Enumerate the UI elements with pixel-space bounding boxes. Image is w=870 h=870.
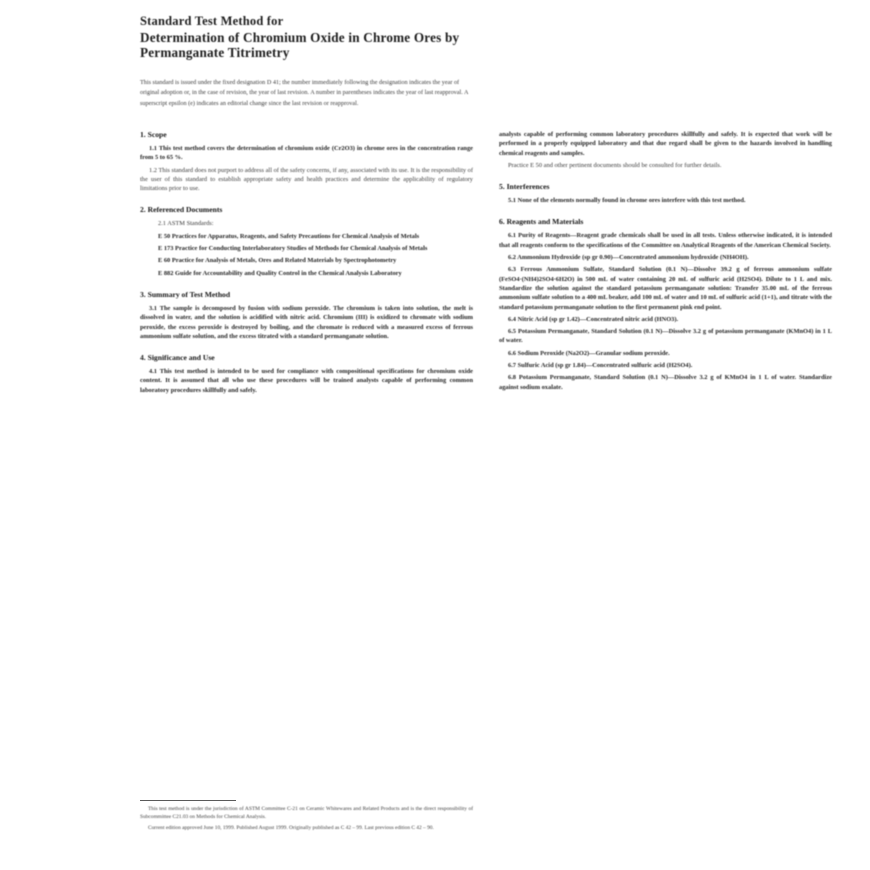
paragraph-6-1: 6.1 Purity of Reagents—Reagent grade chemicals shall be used in all tests. Unless otherwise indicated, it is intended that all reagents conform to the specifications of the Committee on Analytical Reagents of the American Chemical Society.: [499, 232, 832, 249]
column-right: [499, 130, 832, 398]
section-heading-summary: 3. Summary of Test Method: [140, 289, 231, 299]
paragraph-6-3: 6.3 Ferrous Ammonium Sulfate, Standard Solution (0.1 N)—Dissolve 39.2 g of ferrous ammonium sulfate (FeSO4·(NH4)2SO4·6H2O) in 500 mL of water containing 20 mL of sulfuric acid (H2SO4). Dilute to 1 L and mix. Standardize the solution against the standard potassium permanganate solution: Transfer 35.00 mL of the ferrous ammonium sulfate solution to a 400 mL beaker, add 100 mL of water and 10 mL of sulfuric acid (1+1), and titrate with the standard potassium permanganate solution to the first permanent pink end point.: [499, 266, 832, 311]
paragraph-6-2: 6.2 Ammonium Hydroxide (sp gr 0.90)—Concentrated ammonium hydroxide (NH4OH).: [508, 254, 749, 262]
paragraph-5-1: 5.1 None of the elements normally found in chrome ores interfere with this test method.: [508, 197, 746, 205]
footnote-rule: [140, 800, 236, 801]
section-heading-interferences: 5. Interferences: [499, 182, 550, 192]
paragraph-6-8: 6.8 Potassium Permanganate, Standard Solution (0.1 N)—Dissolve 3.2 g of KMnO4 in 1 L of water. Standardize against sodium oxalate.: [499, 374, 832, 391]
paragraph-1-2: 1.2 This standard does not purport to address all of the safety concerns, if any, associated with its use. It is the responsibility of the user of this standard to establish appropriate safety and health practices and determine the applicability of regulatory limitations prior to use.: [140, 166, 473, 193]
paragraph-4-1: 4.1 This test method is intended to be used for compliance with compositional specifications for chromium oxide content. It is assumed that all who use these procedures will be trained analysts capable of performing common laboratory procedures skillfully and safely.: [140, 368, 473, 394]
paragraph-2-1: 2.1 ASTM Standards:: [158, 220, 214, 228]
designation-note-line-2: original adoption or, in the case of revision, the year of last revision. A number in parentheses indicates the year of last reapproval. A: [140, 89, 469, 96]
title-block: [140, 14, 740, 61]
paragraph-6-6: 6.6 Sodium Peroxide (Na2O2)—Granular sodium peroxide.: [508, 349, 670, 357]
footnote-1: This test method is under the jurisdiction of ASTM Committee C-21 on Ceramic Whitewares and Related Products and is the direct responsibility of Subcommittee C21.03 on Methods for Chemical Analysis.: [140, 806, 473, 821]
designation-note-line-1: This standard is issued under the fixed designation D 41; the number immediately following the designation indicates the year of: [140, 78, 460, 86]
reference-e173: E 173 Practice for Conducting Interlaboratory Studies of Methods for Chemical Analysis of Metals: [158, 245, 428, 253]
reference-e50: E 50 Practices for Apparatus, Reagents, and Safety Precautions for Chemical Analysis of Metals: [158, 232, 420, 240]
paragraph-practice-note: Practice E 50 and other pertinent documents should be consulted for further details.: [508, 161, 722, 169]
designation-note-line-3: superscript epsilon (e) indicates an editorial change since the last revision or reapproval.: [140, 99, 359, 107]
paragraph-1-1: 1.1 This test method covers the determination of chromium oxide (Cr2O3) in chrome ores in the concentration range from 5 to 65 %.: [140, 145, 473, 162]
footnotes: [140, 800, 473, 836]
section-heading-significance: 4. Significance and Use: [140, 353, 215, 363]
column-left: [140, 130, 473, 398]
body-columns: [140, 130, 832, 398]
title-line-1: Standard Test Method for: [140, 14, 284, 28]
title-line-2: Determination of Chromium Oxide in Chrome Ores by: [140, 29, 460, 45]
section-heading-referenced-documents: 2. Referenced Documents: [140, 205, 223, 215]
reference-e882: E 882 Guide for Accountability and Quality Control in the Chemical Analysis Laboratory: [158, 269, 402, 277]
reference-e60: E 60 Practice for Analysis of Metals, Ores and Related Materials by Spectrophotometry: [158, 257, 397, 265]
title-line-3: Permanganate Titrimetry: [140, 45, 290, 60]
paragraph-6-7: 6.7 Sulfuric Acid (sp gr 1.84)—Concentrated sulfuric acid (H2SO4).: [508, 362, 693, 370]
footnote-2: Current edition approved June 10, 1999. Published August 1999. Originally published as C 42 – 99. Last previous edition C 42 – 90.: [148, 825, 434, 832]
section-heading-scope: 1. Scope: [140, 130, 167, 139]
paragraph-6-5: 6.5 Potassium Permanganate, Standard Solution (0.1 N)—Dissolve 3.2 g of potassium permanganate (KMnO4) in 1 L of water.: [499, 328, 832, 345]
paragraph-3-1: 3.1 The sample is decomposed by fusion with sodium peroxide. The chromium is taken into solution, the melt is dissolved in water, and the solution is acidified with nitric acid. Chromium (III) is oxidized to chromate with sodium peroxide, the excess peroxide is destroyed by boiling, and the chromate is reduced with a measured excess of ferrous ammonium sulfate solution, and the excess titrated with a standard permanganate solution.: [140, 304, 473, 340]
paragraph-6-4: 6.4 Nitric Acid (sp gr 1.42)—Concentrated nitric acid (HNO3).: [508, 315, 679, 323]
paragraph-4-1-cont: analysts capable of performing common laboratory procedures skillfully and safely. It is expected that work will be performed in a properly equipped laboratory and that due regard shall be given to the hazards involved in handling chemical reagents and samples.: [499, 131, 832, 157]
section-heading-reagents: 6. Reagents and Materials: [499, 217, 584, 227]
designation-note: [140, 78, 740, 109]
